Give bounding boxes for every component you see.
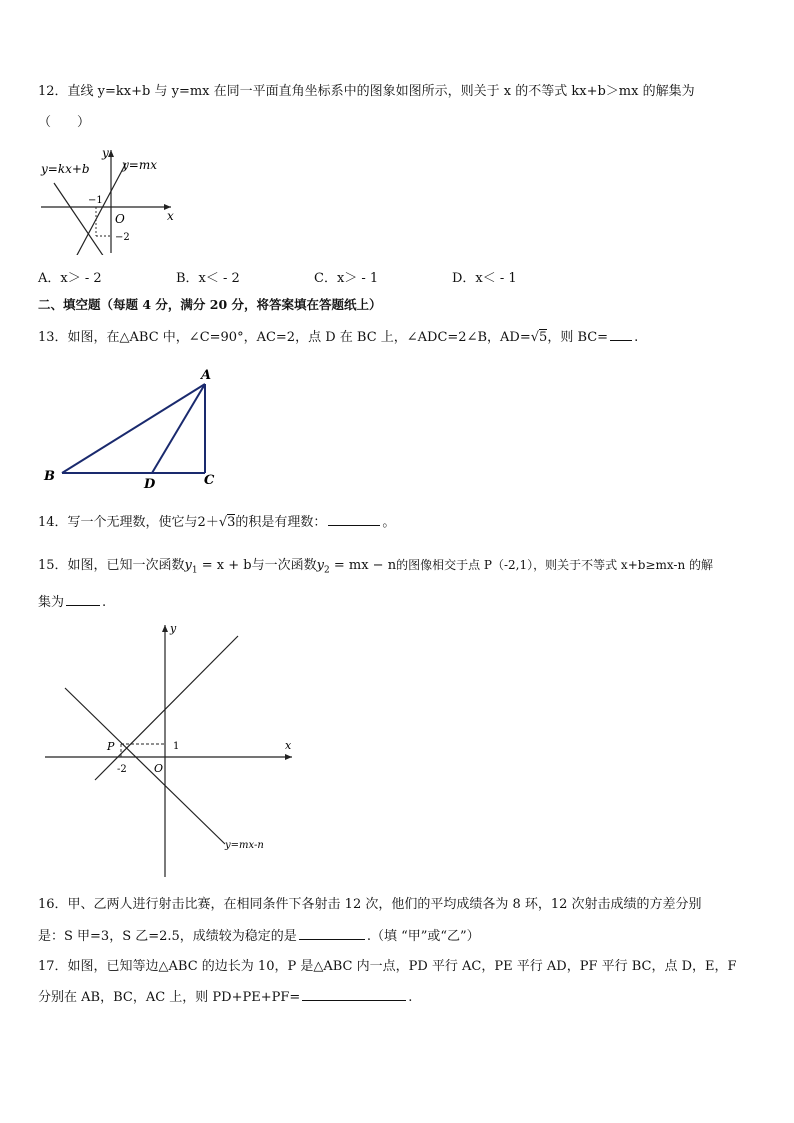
q14-text-c: 。 <box>382 515 396 530</box>
q17-line2-b: . <box>408 990 413 1005</box>
q16-stem: 16．甲、乙两人进行射击比赛，在相同条件下各射击 12 次，他们的平均成绩各为 8 环，12 次射击成绩的方差分别 <box>38 897 702 912</box>
q15-y2: y <box>316 558 324 573</box>
sqrt-symbol: √ <box>530 330 540 345</box>
q17-answer-blank[interactable] <box>302 988 406 1001</box>
q14-sqrt-value: 3 <box>227 515 236 530</box>
q14-answer-blank[interactable] <box>328 513 380 526</box>
q17-line2-a: 分别在 AB，BC，AC 上，则 PD+PE+PF= <box>38 990 301 1005</box>
q12-option-d[interactable]: D．x＜ - 1 <box>452 271 517 286</box>
label-x: x <box>167 209 174 223</box>
label-y: y <box>102 146 109 160</box>
q13-text-b: ，则 BC= <box>547 330 609 345</box>
q15-text-b: 与一次函数 <box>251 558 317 573</box>
q17-line2 <box>38 988 412 1007</box>
q12-option-c[interactable]: C．x＞ - 1 <box>314 271 379 286</box>
q17-stem: 17．如图，已知等边△ABC 的边长为 10，P 是△ABC 内一点，PD 平行 AC，PE 平行 AD，PF 平行 BC，点 D，E，F <box>38 959 737 974</box>
q13-stem <box>38 328 638 347</box>
vertex-c: C <box>204 473 215 488</box>
q15-line2 <box>38 593 106 612</box>
q15-y1-sub: 1 <box>191 565 198 576</box>
q15-answer-blank[interactable] <box>66 593 100 606</box>
q15-line2-text: 集为 <box>38 595 65 610</box>
q12-paren: （ ） <box>38 115 91 130</box>
q15-y2-sub: 2 <box>323 565 330 576</box>
q16-line2-b: .（填 “甲”或“乙”） <box>366 929 480 944</box>
label-kxb: y=kx+b <box>41 162 90 176</box>
q14-expr: 2＋ <box>197 515 219 530</box>
label-one: 1 <box>173 741 180 752</box>
q13-text-c: . <box>634 330 639 345</box>
q13-text-a: 13．如图，在△ABC 中，∠C=90°，AC=2，点 D 在 BC 上，∠ADC=2∠B，AD= <box>38 330 531 345</box>
q15-line2-end: . <box>102 595 107 610</box>
label-neg2: −2 <box>115 232 130 243</box>
label-o: O <box>154 762 164 775</box>
label-neg2: -2 <box>117 764 127 775</box>
vertex-d: D <box>144 477 156 491</box>
q15-text-c: 的图像相交于点 P（-2,1），则关于不等式 x+b≥mx-n 的解 <box>396 558 714 572</box>
q12-option-b[interactable]: B．x＜ - 2 <box>176 271 240 286</box>
vertex-b: B <box>44 469 55 484</box>
q14-text-b: 的积是有理数： <box>235 515 327 530</box>
q16-answer-blank[interactable] <box>299 927 365 940</box>
q15-eq2: = mx − n <box>329 558 397 573</box>
q14-text-a: 14．写一个无理数，使它与 <box>38 515 198 530</box>
q15-stem <box>38 556 713 580</box>
q15-eq1: = x + b <box>197 558 252 573</box>
q13-answer-blank[interactable] <box>610 328 632 341</box>
q15-y1: y <box>184 558 192 573</box>
q13-triangle-figure <box>38 366 223 491</box>
q12-option-a[interactable]: A．x＞ - 2 <box>38 271 102 286</box>
label-neg1: −1 <box>88 195 103 206</box>
q16-line2-a: 是：S 甲=3，S 乙=2.5，成绩较为稳定的是 <box>38 929 297 944</box>
q13-sqrt-value: 5 <box>539 330 548 345</box>
label-x: x <box>285 739 292 752</box>
q14-stem <box>38 513 395 532</box>
sqrt-symbol: √ <box>218 515 228 530</box>
section-title: 二、填空题（每题 4 分，满分 20 分，将答案填在答题纸上） <box>38 297 382 312</box>
vertex-a: A <box>201 368 212 383</box>
q12-graph <box>36 145 181 255</box>
label-y: y <box>170 622 177 635</box>
q16-line2 <box>38 927 480 946</box>
label-p: P <box>107 740 115 753</box>
q15-text-a: 15．如图，已知一次函数 <box>38 558 185 573</box>
label-o: O <box>115 212 125 226</box>
label-line: y=mx-n <box>225 840 264 851</box>
q12-stem: 12．直线 y=kx+b 与 y=mx 在同一平面直角坐标系中的图象如图所示，则关于 x 的不等式 kx+b＞mx 的解集为 <box>38 84 695 99</box>
q15-graph <box>40 622 300 882</box>
label-mx: y=mx <box>122 158 157 172</box>
